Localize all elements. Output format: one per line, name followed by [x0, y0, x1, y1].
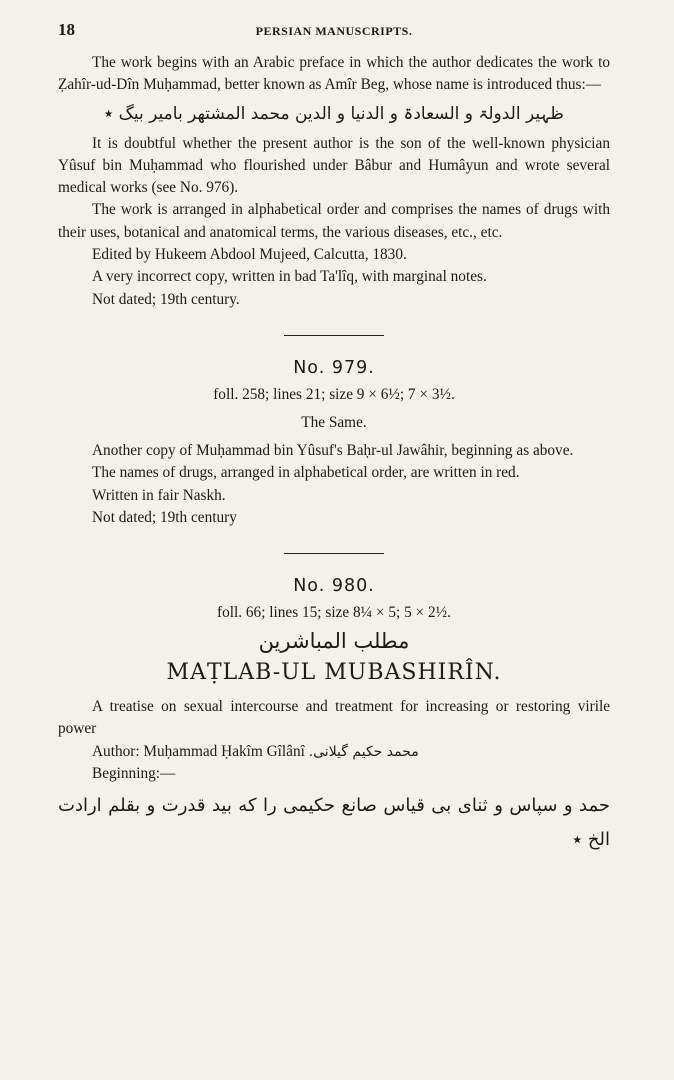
running-title: PERSIAN MANUSCRIPTS.: [255, 24, 413, 38]
paragraph: The work begins with an Arabic preface in which the author dedicates the work to Ẓahîr-ud-Dîn Muḥammad, better known as Amîr Beg, whose name is introduced thus:—: [58, 54, 610, 94]
entry-title: MAṬLAB-UL MUBASHIRÎN.: [166, 660, 502, 686]
entry-979: [58, 356, 610, 529]
entry-specs: foll. 258; lines 21; size 9 × 6½; 7 × 3½.: [213, 385, 455, 403]
entry-number: No. 980.: [293, 576, 375, 597]
entry-specs: foll. 66; lines 15; size 8¼ × 5; 5 × 2½.: [217, 604, 451, 622]
entry-number: No. 979.: [293, 357, 375, 378]
paragraph: The names of drugs, arranged in alphabetical order, are written in red.: [92, 464, 520, 482]
entry-980: [58, 574, 610, 857]
section-divider: [284, 553, 384, 554]
running-header: [58, 18, 610, 44]
paragraph: The work is arranged in alphabetical order and comprises the names of drugs with their uses, botanical and anatomical terms, the various diseases, etc., etc.: [58, 201, 610, 241]
author-line: [58, 741, 610, 763]
entry-978-continuation: [58, 52, 610, 311]
section-divider: [284, 335, 384, 336]
paragraph: Not dated; 19th century: [92, 508, 237, 526]
author-arabic: محمد حکیم گیلانی.: [308, 743, 419, 760]
document-page: [58, 18, 610, 857]
entry-subtitle: The Same.: [301, 413, 367, 431]
paragraph: Not dated; 19th century.: [92, 290, 240, 308]
arabic-quote: ظہیر الدولۃ و السعادۃ و الدنیا و الدین محمد المشتھر بامیر بیگ ٭: [104, 103, 564, 124]
paragraph: A treatise on sexual intercourse and treatment for increasing or restoring virile power: [58, 698, 610, 738]
page-number: 18: [58, 20, 75, 39]
paragraph: A very incorrect copy, written in bad Ta'lîq, with marginal notes.: [92, 268, 487, 286]
paragraph: Edited by Hukeem Abdool Mujeed, Calcutta, 1830.: [92, 246, 407, 264]
arabic-title: مطلب المباشرین: [258, 629, 410, 654]
beginning-arabic-text: حمد و سپاس و ثنای بی قیاس صانع حکیمی را که بید قدرت و بقلم ارادت الخ ٭: [58, 795, 610, 851]
beginning-label: Beginning:—: [92, 765, 176, 783]
paragraph: It is doubtful whether the present author is the son of the well-known physician Yûsuf bin Muḥammad who flourished under Bâbur and Humâyun and wrote several medical works (see No. 976).: [58, 134, 610, 197]
paragraph: Another copy of Muḥammad bin Yûsuf's Baḥr-ul Jawâhir, beginning as above.: [92, 441, 574, 459]
author-label: Author: Muḥammad Ḥakîm Gîlânî: [92, 742, 305, 760]
paragraph: Written in fair Naskh.: [92, 486, 226, 504]
